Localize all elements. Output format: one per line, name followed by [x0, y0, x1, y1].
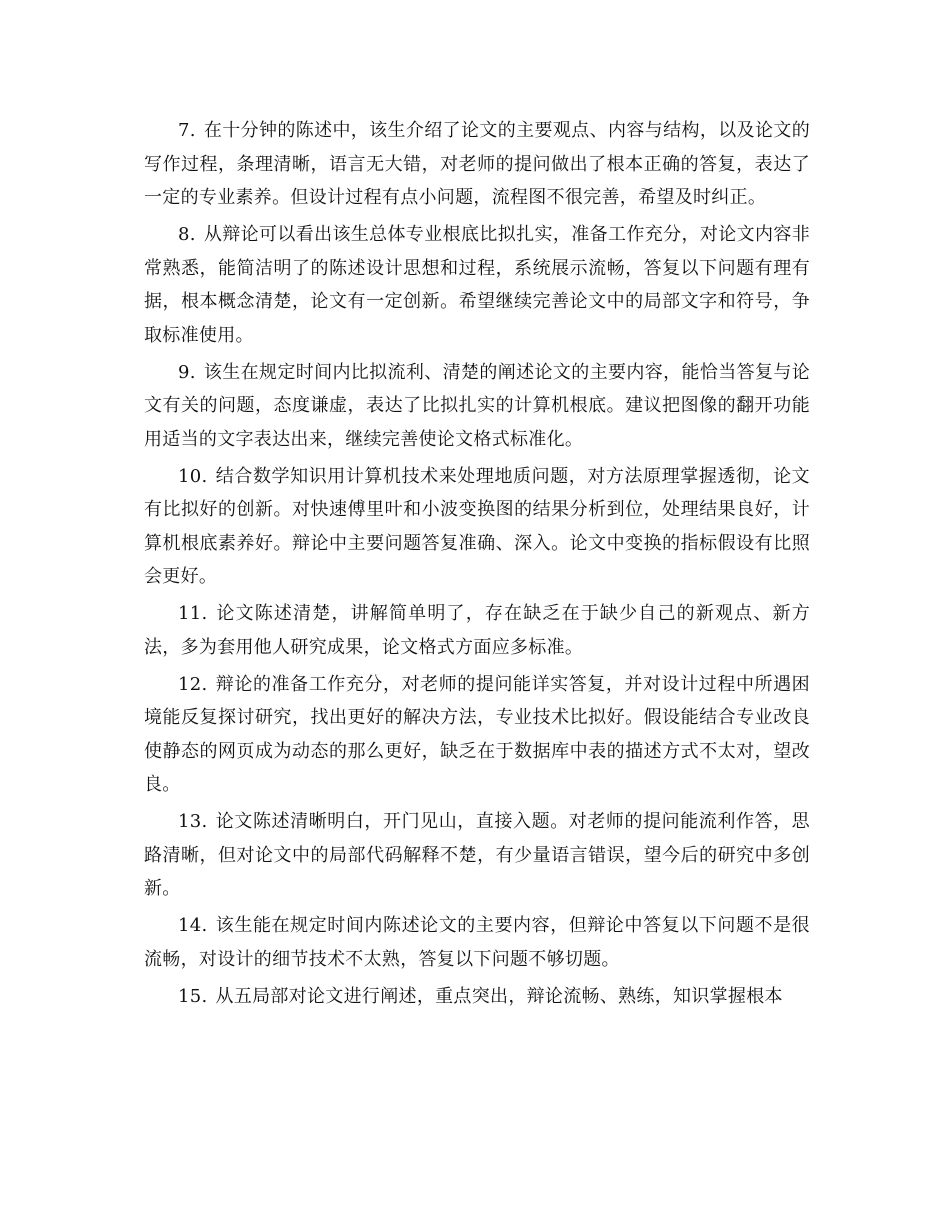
paragraph-7: [144, 114, 810, 215]
paragraph-number: 9.: [178, 361, 196, 383]
paragraph-9: [144, 356, 810, 457]
paragraph-number: 12.: [178, 673, 208, 695]
paragraph-12: [144, 668, 810, 802]
paragraph-14: [144, 909, 810, 976]
paragraph-text: 在十分钟的陈述中，该生介绍了论文的主要观点、内容与结构，以及论文的写作过程，条理清晰，语言无大错，对老师的提问做出了根本正确的答复，表达了一定的专业素养。但设计过程有点小问题，流程图不很完善，希望及时纠正。: [144, 120, 810, 208]
paragraph-text: 结合数学知识用计算机技术来处理地质问题，对方法原理掌握透彻，论文有比拟好的创新。对快速傅里叶和小波变换图的结果分析到位，处理结果良好，计算机根底素养好。辩论中主要问题答复准确、深入。论文中变换的指标假设有比照会更好。: [144, 465, 810, 587]
paragraph-text: 从辩论可以看出该生总体专业根底比拟扎实，准备工作充分，对论文内容非常熟悉，能简洁明了的陈述设计思想和过程，系统展示流畅，答复以下问题有理有据，根本概念清楚，论文有一定创新。希望继续完善论文中的局部文字和符号，争取标准使用。: [144, 224, 810, 346]
paragraph-10: [144, 460, 810, 594]
paragraph-text: 论文陈述清楚，讲解简单明了，存在缺乏在于缺少自己的新观点、新方法，多为套用他人研究成果，论文格式方面应多标准。: [144, 603, 810, 658]
paragraph-number: 14.: [178, 915, 208, 936]
paragraph-number: 7.: [178, 120, 196, 141]
paragraph-number: 10.: [178, 465, 208, 487]
paragraph-number: 15.: [178, 985, 208, 1007]
paragraph-number: 8.: [178, 224, 196, 245]
paragraph-8: [144, 218, 810, 352]
document-body: [144, 114, 810, 1017]
paragraph-text: 从五局部对论文进行阐述，重点突出，辩论流畅、熟练，知识掌握根本: [215, 985, 783, 1007]
paragraph-15: [144, 980, 810, 1014]
paragraph-number: 13.: [178, 811, 208, 832]
paragraph-11: [144, 597, 810, 664]
paragraph-number: 11.: [178, 603, 208, 624]
paragraph-text: 该生在规定时间内比拟流利、清楚的阐述论文的主要内容，能恰当答复与论文有关的问题，态度谦虚，表达了比拟扎实的计算机根底。建议把图像的翻开功能用适当的文字表达出来，继续完善使论文格式标准化。: [144, 361, 810, 450]
paragraph-text: 该生能在规定时间内陈述论文的主要内容，但辩论中答复以下问题不是很流畅，对设计的细节技术不太熟，答复以下问题不够切题。: [144, 915, 810, 970]
paragraph-text: 辩论的准备工作充分，对老师的提问能详实答复，并对设计过程中所遇困境能反复探讨研究，找出更好的解决方法，专业技术比拟好。假设能结合专业改良使静态的网页成为动态的那么更好，缺乏在于数据库中表的描述方式不太对，望改良。: [144, 673, 810, 795]
paragraph-text: 论文陈述清晰明白，开门见山，直接入题。对老师的提问能流利作答，思路清晰，但对论文中的局部代码解释不楚，有少量语言错误，望今后的研究中多创新。: [144, 811, 810, 899]
paragraph-13: [144, 805, 810, 906]
